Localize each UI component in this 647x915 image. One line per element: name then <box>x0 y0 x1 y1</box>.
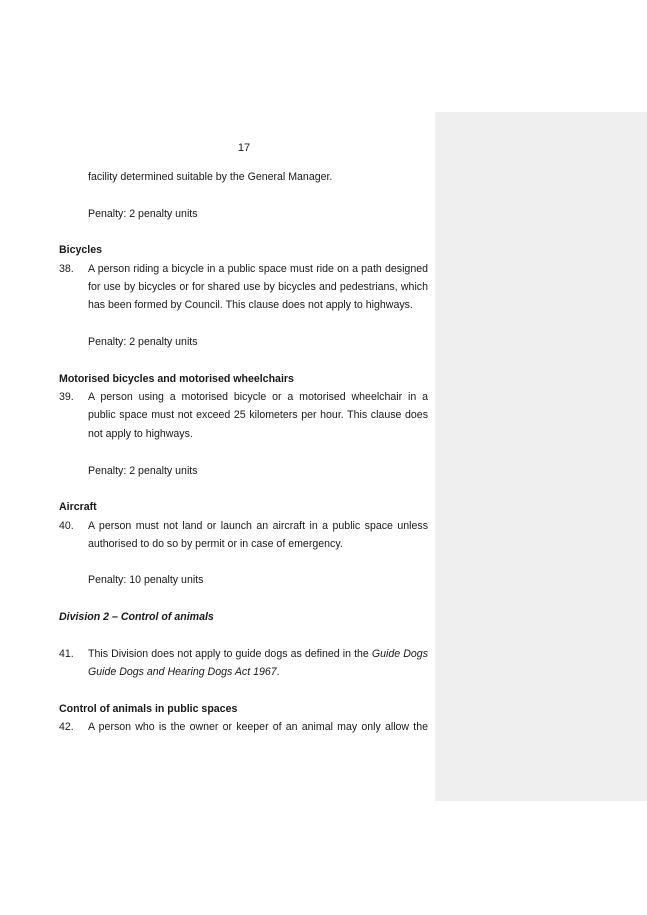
clause-38-line-3: has been formed by Council. This clause does not apply to highways. <box>88 299 413 311</box>
page-number: 17 <box>237 142 251 154</box>
act-title: Guide Dogs and Hearing Dogs Act 1967 <box>88 666 277 678</box>
clause-39-line-3: not apply to highways. <box>88 428 193 440</box>
continuation-text: facility determined suitable by the General Manager. <box>88 171 333 183</box>
clause-number-39: 39. <box>59 391 74 403</box>
section-heading-aircraft: Aircraft <box>59 501 97 513</box>
section-heading-motorised: Motorised bicycles and motorised wheelchairs <box>59 373 294 385</box>
comment-pane <box>435 112 647 801</box>
penalty-text: Penalty: 10 penalty units <box>88 574 204 586</box>
clause-42-line-1: A person who is the owner or keeper of an animal may only allow the <box>88 721 428 733</box>
clause-39-line-1: A person using a motorised bicycle or a motorised wheelchair in a <box>88 391 428 403</box>
period: . <box>276 666 280 678</box>
penalty-text: Penalty: 2 penalty units <box>88 208 198 220</box>
clause-41-text: This Division does not apply to guide dogs as defined in the <box>88 648 372 660</box>
clause-41-line-2 <box>88 666 428 679</box>
clause-40-line-2: authorised to do so by permit or in case of emergency. <box>88 538 343 550</box>
clause-40-line-1: A person must not land or launch an aircraft in a public space unless <box>88 520 428 532</box>
clause-38-line-2: for use by bicycles or for shared use by bicycles and pedestrians, which <box>88 281 428 293</box>
clause-41-line-1 <box>88 648 428 661</box>
clause-38-line-1: A person riding a bicycle in a public space must ride on a path designed <box>88 263 428 275</box>
section-heading-animals: Control of animals in public spaces <box>59 703 238 715</box>
penalty-text: Penalty: 2 penalty units <box>88 336 198 348</box>
section-heading-bicycles: Bicycles <box>59 244 102 256</box>
clause-number-38: 38. <box>59 263 74 275</box>
clause-39-line-2: public space must not exceed 25 kilometers per hour. This clause does <box>88 409 428 421</box>
penalty-text: Penalty: 2 penalty units <box>88 465 198 477</box>
clause-number-40: 40. <box>59 520 74 532</box>
division-heading: Division 2 – Control of animals <box>59 611 214 623</box>
clause-number-41: 41. <box>59 648 74 660</box>
clause-number-42: 42. <box>59 721 74 733</box>
act-title-part: Guide Dogs <box>371 648 428 660</box>
